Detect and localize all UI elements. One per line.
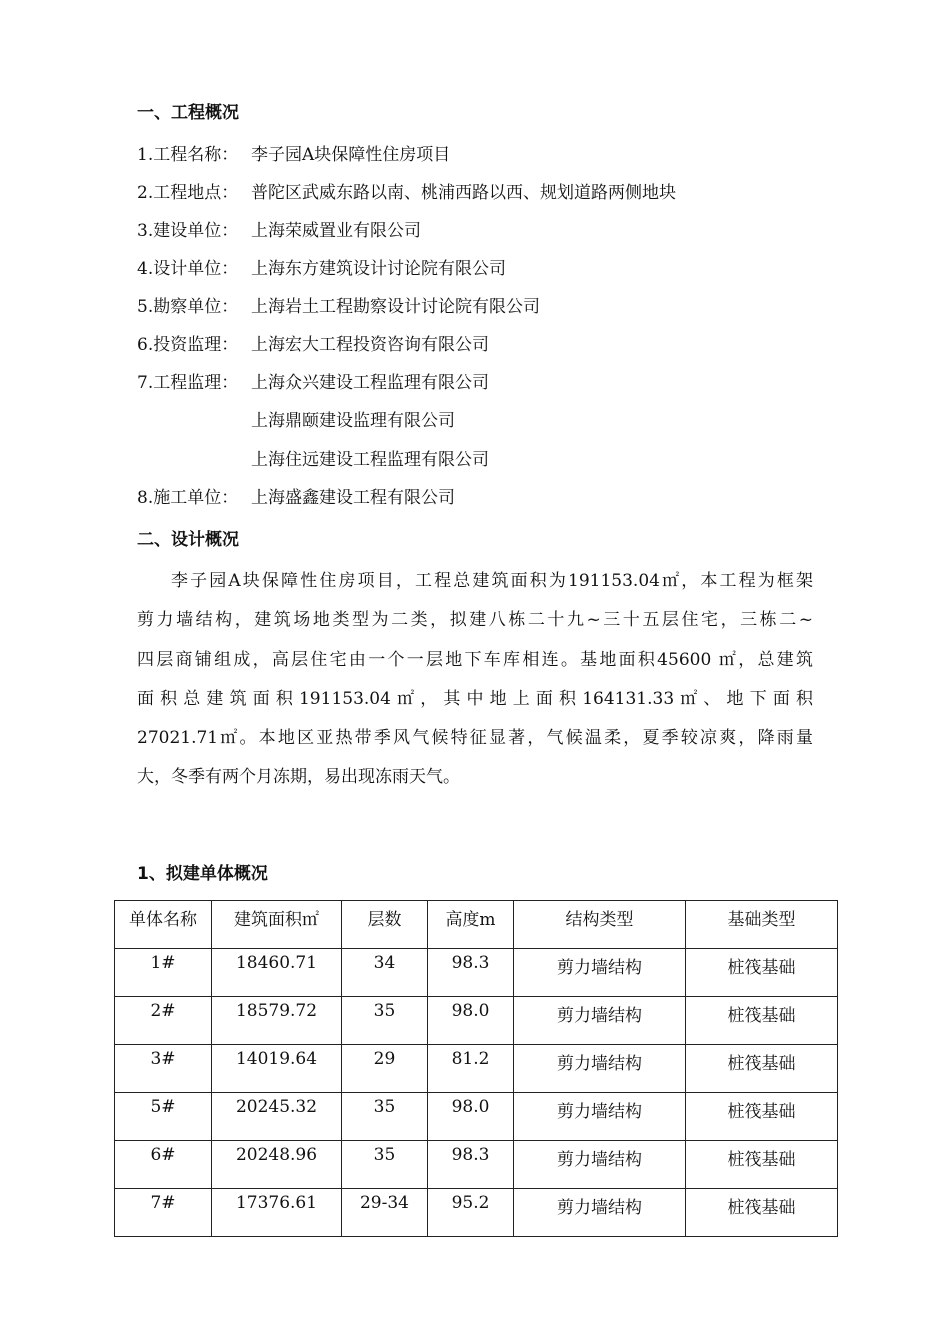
cell-storeys: 35 bbox=[342, 1141, 428, 1189]
header-height: 高度m bbox=[428, 901, 514, 949]
cell-foundation: 桩筏基础 bbox=[686, 1045, 838, 1093]
contractor-line bbox=[137, 488, 455, 508]
cell-area: 14019.64 bbox=[212, 1045, 342, 1093]
project-location-line bbox=[137, 183, 676, 203]
table-row bbox=[115, 1045, 838, 1093]
design-paragraph bbox=[137, 562, 813, 798]
cell-area: 20248.96 bbox=[212, 1141, 342, 1189]
cell-storeys: 35 bbox=[342, 1093, 428, 1141]
cell-height: 81.2 bbox=[428, 1045, 514, 1093]
investment-supervision-line bbox=[137, 335, 489, 355]
cell-unit: 2# bbox=[115, 997, 212, 1045]
item-value: 上海众兴建设工程监理有限公司 bbox=[251, 373, 489, 393]
cell-area: 17376.61 bbox=[212, 1189, 342, 1237]
table-row bbox=[115, 949, 838, 997]
item-value: 上海岩土工程勘察设计讨论院有限公司 bbox=[251, 297, 540, 317]
table-row bbox=[115, 997, 838, 1045]
project-name-line bbox=[137, 145, 450, 165]
cell-storeys: 35 bbox=[342, 997, 428, 1045]
cell-structure: 剪力墙结构 bbox=[514, 1045, 686, 1093]
designer-line bbox=[137, 259, 506, 279]
section-heading-overview: 一、工程概况 bbox=[137, 103, 239, 123]
paragraph-line: 27021.71㎡。本地区亚热带季风气候特征显著，气候温柔，夏季较凉爽，降雨量 bbox=[137, 728, 813, 749]
paragraph-line: 四层商铺组成，高层住宅由一个一层地下车库相连。基地面积45600 ㎡，总建筑 bbox=[137, 649, 813, 670]
cell-unit: 7# bbox=[115, 1189, 212, 1237]
item-value: 上海东方建筑设计讨论院有限公司 bbox=[251, 259, 506, 279]
cell-height: 98.0 bbox=[428, 1093, 514, 1141]
cell-structure: 剪力墙结构 bbox=[514, 1189, 686, 1237]
supervision-continuation-1: 上海鼎颐建设监理有限公司 bbox=[251, 411, 455, 431]
header-floor-area: 建筑面积㎡ bbox=[212, 901, 342, 949]
header-unit-name: 单体名称 bbox=[115, 901, 212, 949]
item-label: 4.设计单位： bbox=[137, 259, 239, 279]
item-value: 李子园A块保障性住房项目 bbox=[251, 145, 451, 165]
cell-area: 20245.32 bbox=[212, 1093, 342, 1141]
cell-structure: 剪力墙结构 bbox=[514, 1093, 686, 1141]
survey-line bbox=[137, 297, 540, 317]
supervision-continuation-2: 上海住远建设工程监理有限公司 bbox=[251, 450, 489, 470]
item-label: 2.工程地点： bbox=[137, 183, 239, 203]
item-label: 5.勘察单位： bbox=[137, 297, 239, 317]
developer-line bbox=[137, 221, 421, 241]
cell-foundation: 桩筏基础 bbox=[686, 1141, 838, 1189]
paragraph-line: 大，冬季有两个月冻期，易出现冻雨天气。 bbox=[137, 767, 460, 788]
cell-foundation: 桩筏基础 bbox=[686, 949, 838, 997]
cell-height: 98.3 bbox=[428, 949, 514, 997]
units-table bbox=[114, 900, 838, 1237]
cell-storeys: 34 bbox=[342, 949, 428, 997]
item-value: 普陀区武威东路以南、桃浦西路以西、规划道路两侧地块 bbox=[251, 183, 676, 203]
paragraph-line: 李子园A块保障性住房项目，工程总建筑面积为191153.04㎡，本工程为框架 bbox=[171, 571, 813, 591]
section-heading-units: 1、拟建单体概况 bbox=[137, 864, 268, 884]
paragraph-line: 面积总建筑面积191153.04㎡，其中地上面积164131.33㎡、地下面积 bbox=[137, 688, 813, 709]
cell-height: 98.0 bbox=[428, 997, 514, 1045]
table-row bbox=[115, 1141, 838, 1189]
cell-structure: 剪力墙结构 bbox=[514, 997, 686, 1045]
cell-foundation: 桩筏基础 bbox=[686, 1189, 838, 1237]
table-row bbox=[115, 1093, 838, 1141]
cell-unit: 5# bbox=[115, 1093, 212, 1141]
cell-unit: 3# bbox=[115, 1045, 212, 1093]
header-structure-type: 结构类型 bbox=[514, 901, 686, 949]
header-storeys: 层数 bbox=[342, 901, 428, 949]
item-value: 上海盛鑫建设工程有限公司 bbox=[251, 488, 455, 508]
table-row bbox=[115, 1189, 838, 1237]
cell-unit: 6# bbox=[115, 1141, 212, 1189]
item-label: 1.工程名称： bbox=[137, 145, 239, 165]
table-header-row bbox=[115, 901, 838, 949]
section-heading-design: 二、设计概况 bbox=[137, 530, 239, 550]
cell-area: 18460.71 bbox=[212, 949, 342, 997]
cell-structure: 剪力墙结构 bbox=[514, 1141, 686, 1189]
cell-height: 95.2 bbox=[428, 1189, 514, 1237]
cell-unit: 1# bbox=[115, 949, 212, 997]
item-value: 上海宏大工程投资咨询有限公司 bbox=[251, 335, 489, 355]
item-label: 8.施工单位： bbox=[137, 488, 239, 508]
header-foundation-type: 基础类型 bbox=[686, 901, 838, 949]
item-label: 6.投资监理： bbox=[137, 335, 239, 355]
cell-height: 98.3 bbox=[428, 1141, 514, 1189]
paragraph-line: 剪力墙结构，建筑场地类型为二类，拟建八栋二十九~三十五层住宅，三栋二~ bbox=[137, 610, 813, 631]
cell-storeys: 29-34 bbox=[342, 1189, 428, 1237]
cell-structure: 剪力墙结构 bbox=[514, 949, 686, 997]
cell-foundation: 桩筏基础 bbox=[686, 997, 838, 1045]
item-label: 7.工程监理： bbox=[137, 373, 239, 393]
engineering-supervision-line bbox=[137, 373, 489, 393]
cell-storeys: 29 bbox=[342, 1045, 428, 1093]
item-value: 上海荣威置业有限公司 bbox=[251, 221, 421, 241]
cell-foundation: 桩筏基础 bbox=[686, 1093, 838, 1141]
cell-area: 18579.72 bbox=[212, 997, 342, 1045]
item-label: 3.建设单位： bbox=[137, 221, 239, 241]
